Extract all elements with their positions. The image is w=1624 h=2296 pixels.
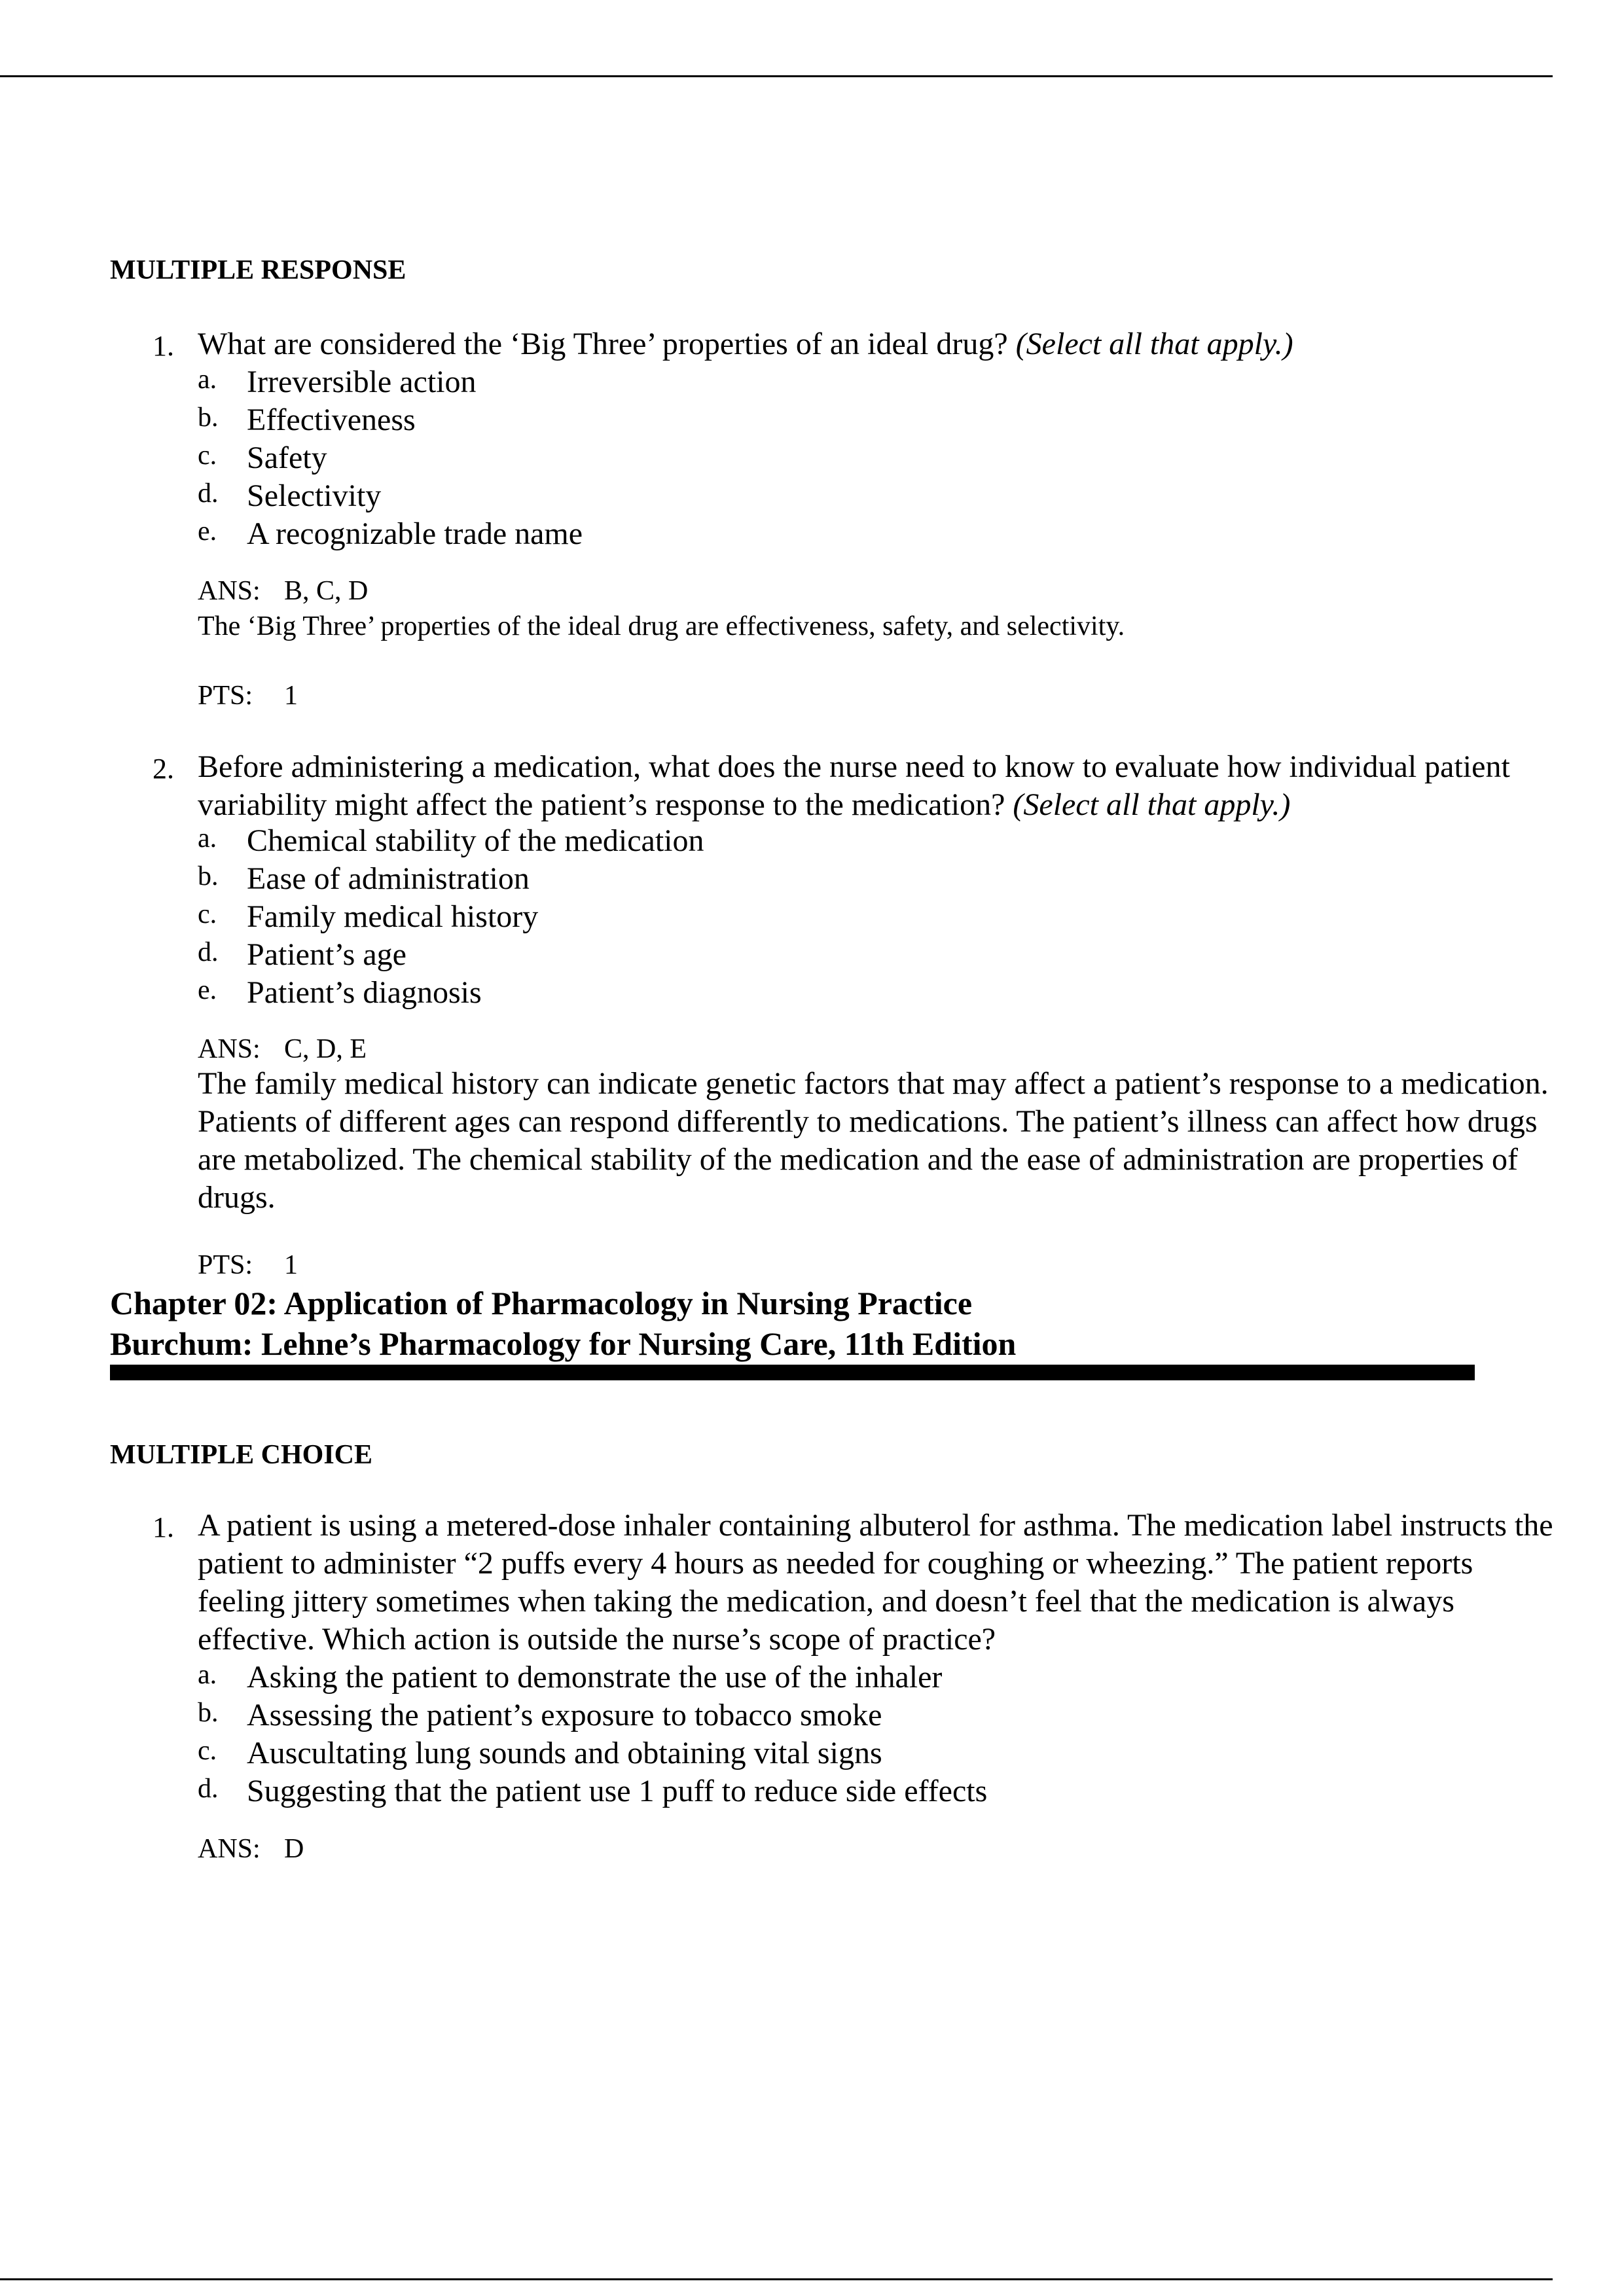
option-letter: b. xyxy=(198,403,219,433)
option-letter: c. xyxy=(198,899,217,929)
option-letter: b. xyxy=(198,1698,219,1728)
option-text: Patient’s age xyxy=(247,937,406,972)
answer-value: C, D, E xyxy=(284,1034,367,1064)
option-text: Safety xyxy=(247,440,327,475)
select-all-instruction: (Select all that apply.) xyxy=(1015,327,1293,361)
section-heading-multiple-choice: MULTIPLE CHOICE xyxy=(110,1440,373,1470)
answer-label: ANS: xyxy=(198,1034,261,1064)
option-letter: a. xyxy=(198,823,217,853)
answer-explanation: The ‘Big Three’ properties of the ideal drug are effectiveness, safety, and selectivity. xyxy=(198,611,1125,641)
bottom-rule xyxy=(0,2278,1553,2280)
option-text: Selectivity xyxy=(247,478,382,513)
option-text: Suggesting that the patient use 1 puff to reduce side effects xyxy=(247,1774,988,1808)
top-rule xyxy=(0,75,1553,77)
answer-value: D xyxy=(284,1834,304,1864)
answer-label: ANS: xyxy=(198,1834,261,1864)
points-label: PTS: xyxy=(198,1250,253,1280)
option-text: Effectiveness xyxy=(247,403,416,437)
option-letter: e. xyxy=(198,975,217,1005)
option-text: Asking the patient to demonstrate the use of the inhaler xyxy=(247,1660,943,1695)
option-text: Family medical history xyxy=(247,899,539,934)
points-value: 1 xyxy=(284,681,298,711)
answer-line xyxy=(198,1031,367,1067)
option-text: Auscultating lung sounds and obtaining vital signs xyxy=(247,1736,882,1770)
points-line xyxy=(198,1247,298,1283)
option-text: Patient’s diagnosis xyxy=(247,975,482,1010)
option-text: Chemical stability of the medication xyxy=(247,823,704,858)
question-text xyxy=(198,325,1566,363)
option-letter: a. xyxy=(198,365,217,395)
answer-line xyxy=(198,1831,304,1867)
book-title: Burchum: Lehne’s Pharmacology for Nursing Care, 11th Edition xyxy=(110,1325,1017,1362)
option-text: A recognizable trade name xyxy=(247,516,583,551)
option-letter: b. xyxy=(198,861,219,891)
option-letter: a. xyxy=(198,1660,217,1690)
points-value: 1 xyxy=(284,1250,298,1280)
option-text: Ease of administration xyxy=(247,861,530,896)
question-number: 1. xyxy=(153,1511,174,1543)
section-heading-multiple-response: MULTIPLE RESPONSE xyxy=(110,255,406,285)
option-letter: e. xyxy=(198,516,217,547)
question-number: 1. xyxy=(153,330,174,362)
select-all-instruction: (Select all that apply.) xyxy=(1013,787,1291,822)
answer-explanation: The family medical history can indicate genetic factors that may affect a patient’s response to a medication. Patients of different ages can respond differently to medications. The patient’s illness can affect how drugs are metabolized. The chemical stability of the medication and the ease of administration are properties of drugs. xyxy=(198,1066,1549,1215)
option-letter: c. xyxy=(198,440,217,471)
option-letter: d. xyxy=(198,1774,219,1804)
chapter-divider-bar xyxy=(110,1365,1475,1380)
answer-value: B, C, D xyxy=(284,576,369,606)
question-text xyxy=(198,748,1566,824)
answer-line xyxy=(198,573,368,609)
points-label: PTS: xyxy=(198,681,253,711)
option-text: Assessing the patient’s exposure to tobacco smoke xyxy=(247,1698,882,1732)
question-number: 2. xyxy=(153,753,174,785)
option-text: Irreversible action xyxy=(247,365,477,399)
chapter-title: Chapter 02: Application of Pharmacology in Nursing Practice xyxy=(110,1285,973,1321)
option-letter: d. xyxy=(198,478,219,509)
points-line xyxy=(198,678,298,713)
question-stem: What are considered the ‘Big Three’ properties of an ideal drug? xyxy=(198,327,1008,361)
answer-label: ANS: xyxy=(198,576,261,606)
option-letter: d. xyxy=(198,937,219,967)
option-letter: c. xyxy=(198,1736,217,1766)
question-text: A patient is using a metered-dose inhaler containing albuterol for asthma. The medication label instructs the patient to administer “2 puffs every 4 hours as needed for coughing or wheezing.” The patient reports feeling jittery sometimes when taking the medication, and doesn’t feel that the medication is always effective. Which action is outside the nurse’s scope of practice? xyxy=(198,1508,1553,1657)
question-stem: Before administering a medication, what does the nurse need to know to evaluate how individual patient variability might affect the patient’s response to the medication? xyxy=(198,749,1510,822)
